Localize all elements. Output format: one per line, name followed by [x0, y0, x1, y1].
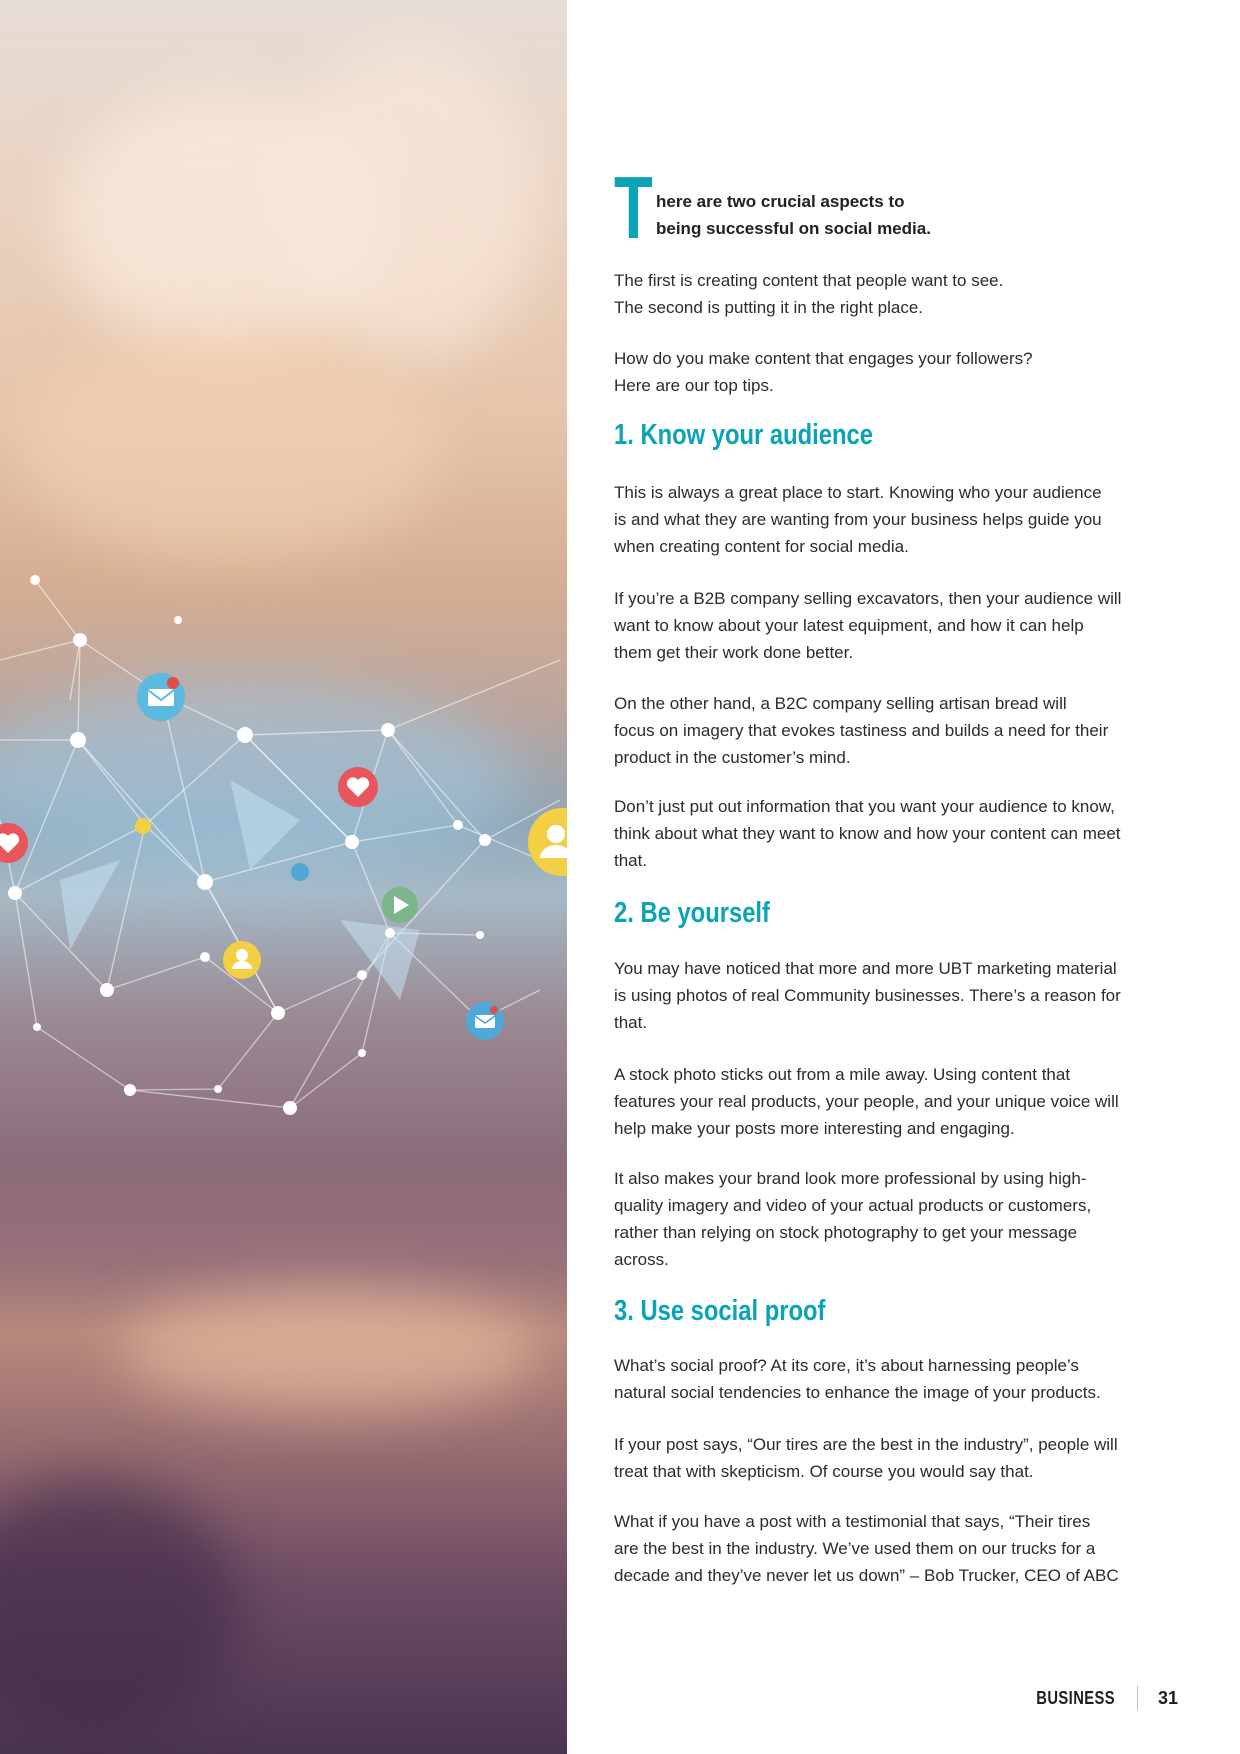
text-line: product in the customer’s mind.	[614, 748, 851, 767]
text-line: want to know about your latest equipment, and how it can help	[614, 616, 1084, 635]
text-line: focus on imagery that evokes tastiness and builds a need for their	[614, 721, 1109, 740]
text-line: that.	[614, 1013, 648, 1032]
text-line: that.	[614, 851, 648, 870]
lead-line: here are two crucial aspects to	[656, 192, 905, 211]
paragraph	[614, 267, 1159, 321]
intro-lead	[614, 158, 1134, 260]
paragraph	[614, 1508, 1159, 1589]
section-heading: 2. Be yourself	[614, 897, 770, 929]
text-line: The second is putting it in the right place.	[614, 298, 924, 317]
text-line: What if you have a post with a testimonial that says, “Their tires	[614, 1512, 1091, 1531]
text-line: features your real products, your people, and your unique voice will	[614, 1092, 1119, 1111]
section-label: BUSINESS	[1036, 1687, 1116, 1708]
text-line: If you’re a B2B company selling excavators, then your audience will	[614, 589, 1122, 608]
paragraph	[614, 1061, 1159, 1142]
page-footer	[1019, 1684, 1178, 1712]
heart-icon	[338, 767, 378, 807]
lead-line: being successful on social media.	[656, 219, 931, 238]
paragraph	[614, 1431, 1159, 1485]
text-line: when creating content for social media.	[614, 537, 909, 556]
social-network-graphic	[0, 0, 567, 1754]
paragraph	[614, 1352, 1159, 1406]
paragraph	[614, 585, 1159, 666]
text-line: Don’t just put out information that you want your audience to know,	[614, 797, 1115, 816]
paragraph	[614, 690, 1159, 771]
text-line: is using photos of real Community businesses. There’s a reason for	[614, 986, 1121, 1005]
mail-icon	[137, 673, 185, 721]
text-line: them get their work done better.	[614, 643, 854, 662]
user-icon	[528, 808, 567, 876]
text-line: It also makes your brand look more professional by using high-	[614, 1169, 1087, 1188]
text-line: help make your posts more interesting and engaging.	[614, 1119, 1015, 1138]
play-icon	[382, 887, 418, 923]
text-line: On the other hand, a B2C company selling artisan bread will	[614, 694, 1067, 713]
text-line: decade and they’ve never let us down” – Bob Trucker, CEO of ABC	[614, 1566, 1119, 1585]
text-line: think about what they want to know and how your content can meet	[614, 824, 1121, 843]
page-number: 31	[1158, 1687, 1179, 1708]
text-line: The first is creating content that people want to see.	[614, 271, 1004, 290]
paragraph	[614, 345, 1159, 399]
heart-icon	[0, 823, 28, 863]
paragraph	[614, 955, 1159, 1036]
text-line: A stock photo sticks out from a mile away. Using content that	[614, 1065, 1071, 1084]
drop-cap: T	[614, 158, 653, 257]
text-line: quality imagery and video of your actual products or customers,	[614, 1196, 1092, 1215]
text-line: treat that with skepticism. Of course you would say that.	[614, 1462, 1034, 1481]
text-line: is and what they are wanting from your business helps guide you	[614, 510, 1102, 529]
user-icon	[223, 941, 261, 979]
paragraph	[614, 1165, 1159, 1273]
text-line: natural social tendencies to enhance the image of your products.	[614, 1383, 1101, 1402]
text-line: are the best in the industry. We’ve used them on our trucks for a	[614, 1539, 1096, 1558]
hero-photo	[0, 0, 567, 1754]
text-line: If your post says, “Our tires are the best in the industry”, people will	[614, 1435, 1118, 1454]
footer-divider	[1137, 1686, 1138, 1710]
section-heading: 1. Know your audience	[614, 419, 873, 451]
text-line: across.	[614, 1250, 669, 1269]
text-line: Here are our top tips.	[614, 376, 774, 395]
text-line: You may have noticed that more and more UBT marketing material	[614, 959, 1117, 978]
section-heading: 3. Use social proof	[614, 1295, 826, 1327]
text-line: What’s social proof? At its core, it’s about harnessing people’s	[614, 1356, 1079, 1375]
text-line: rather than relying on stock photography to get your message	[614, 1223, 1078, 1242]
paragraph	[614, 793, 1159, 874]
mail-icon	[466, 1002, 504, 1040]
paragraph	[614, 479, 1159, 560]
text-line: This is always a great place to start. Knowing who your audience	[614, 483, 1102, 502]
text-line: How do you make content that engages your followers?	[614, 349, 1033, 368]
